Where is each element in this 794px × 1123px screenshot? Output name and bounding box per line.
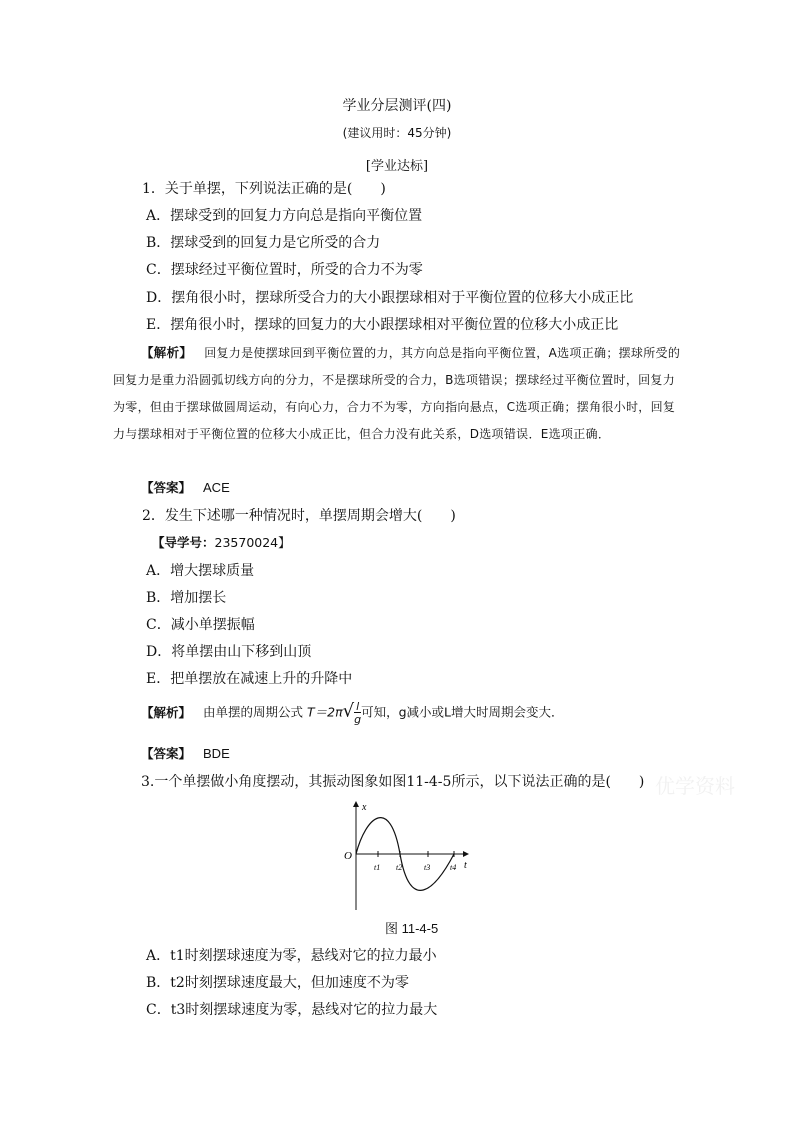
x-axis-label: t <box>464 860 467 871</box>
fraction-denominator: g <box>354 713 362 726</box>
answer-tag: 【答案】 <box>141 480 192 495</box>
tick-label-t3: t3 <box>424 863 431 872</box>
q2-analysis-pre: 由单摆的周期公式 <box>203 704 304 720</box>
q1-option-c: C．摆球经过平衡位置时，所受的合力不为零 <box>146 262 423 278</box>
guide-number-value: 23570024】 <box>214 535 291 550</box>
q1-option-a: A．摆球受到的回复力方向总是指向平衡位置 <box>146 208 423 224</box>
q1-analysis-text: 回复力是使摆球回到平衡位置的力，其方向总是指向平衡位置，A选项正确；摆球所受的回复力是重力沿圆弧切线方向的分力，不是摆球所受的合力，B选项错误；摆球经过平衡位置时，回复力为零，但由于摆球做圆周运动，有向心力，合力不为零，方向指向悬点，C选项正确；摆角很小时，回复力与摆球相对于平衡位置的位移大小成正比，但合力没有此关系，D选项错误．E选项正确． <box>113 346 681 441</box>
q2-option-b: B．增加摆长 <box>146 590 227 606</box>
vibration-graph <box>340 796 480 914</box>
origin-label: O <box>344 850 352 862</box>
q1-option-e: E．摆角很小时，摆球的回复力的大小跟摆球相对平衡位置的位移大小成正比 <box>146 317 619 333</box>
q2-analysis-post: 可知，g减小或L增大时周期会变大． <box>361 704 564 720</box>
question-1-stem: 1．关于单摆，下列说法正确的是( ) <box>142 181 386 197</box>
q1-answer-value: ACE <box>203 480 230 495</box>
suggested-time: (建议用时：45分钟) <box>342 126 452 140</box>
q2-option-a: A．增大摆球质量 <box>146 563 255 579</box>
guide-number <box>152 533 291 551</box>
q2-option-c: C．减小单摆振幅 <box>146 617 255 633</box>
answer-tag: 【答案】 <box>141 746 192 761</box>
fraction-numerator: l <box>356 700 360 713</box>
tick-label-t4: t4 <box>450 863 457 872</box>
analysis-tag: 【解析】 <box>141 345 193 360</box>
question-3-stem: 3.一个单摆做小角度摆动，其振动图象如图11-4-5所示，以下说法正确的是( ) <box>141 774 645 790</box>
page-title: 学业分层测评(四) <box>342 98 452 114</box>
q1-answer <box>141 478 230 496</box>
q2-option-e: E．把单摆放在减速上升的升降中 <box>146 671 353 687</box>
q2-option-d: D．将单摆由山下移到山顶 <box>146 644 312 660</box>
figure-caption: 图 11-4-5 <box>385 921 439 936</box>
guide-tag: 【导学号： <box>152 535 215 550</box>
tick-label-t2: t2 <box>396 863 403 872</box>
q3-option-c: C．t3时刻摆球速度为零，悬线对它的拉力最大 <box>146 1002 438 1018</box>
q1-option-d: D．摆角很小时，摆球所受合力的大小跟摆球相对于平衡位置的位移大小成正比 <box>146 290 634 306</box>
q2-analysis <box>141 700 564 726</box>
q3-option-b: B．t2时刻摆球速度最大，但加速度不为零 <box>146 975 409 991</box>
sqrt-icon: √ <box>342 700 355 722</box>
period-formula: T＝2π <box>307 704 343 720</box>
watermark: 优学资料 <box>655 774 735 798</box>
q1-option-b: B．摆球受到的回复力是它所受的合力 <box>146 235 381 251</box>
q3-option-a: A．t1时刻摆球速度为零，悬线对它的拉力最小 <box>146 948 437 964</box>
analysis-tag: 【解析】 <box>141 704 192 720</box>
tick-label-t1: t1 <box>374 863 381 872</box>
q2-answer-value: BDE <box>203 746 230 761</box>
section-heading: [学业达标] <box>365 159 429 174</box>
y-axis-label: x <box>362 802 367 813</box>
q2-answer <box>141 744 230 762</box>
q1-analysis <box>113 339 685 448</box>
question-2-stem: 2．发生下述哪一种情况时，单摆周期会增大( ) <box>142 508 456 524</box>
